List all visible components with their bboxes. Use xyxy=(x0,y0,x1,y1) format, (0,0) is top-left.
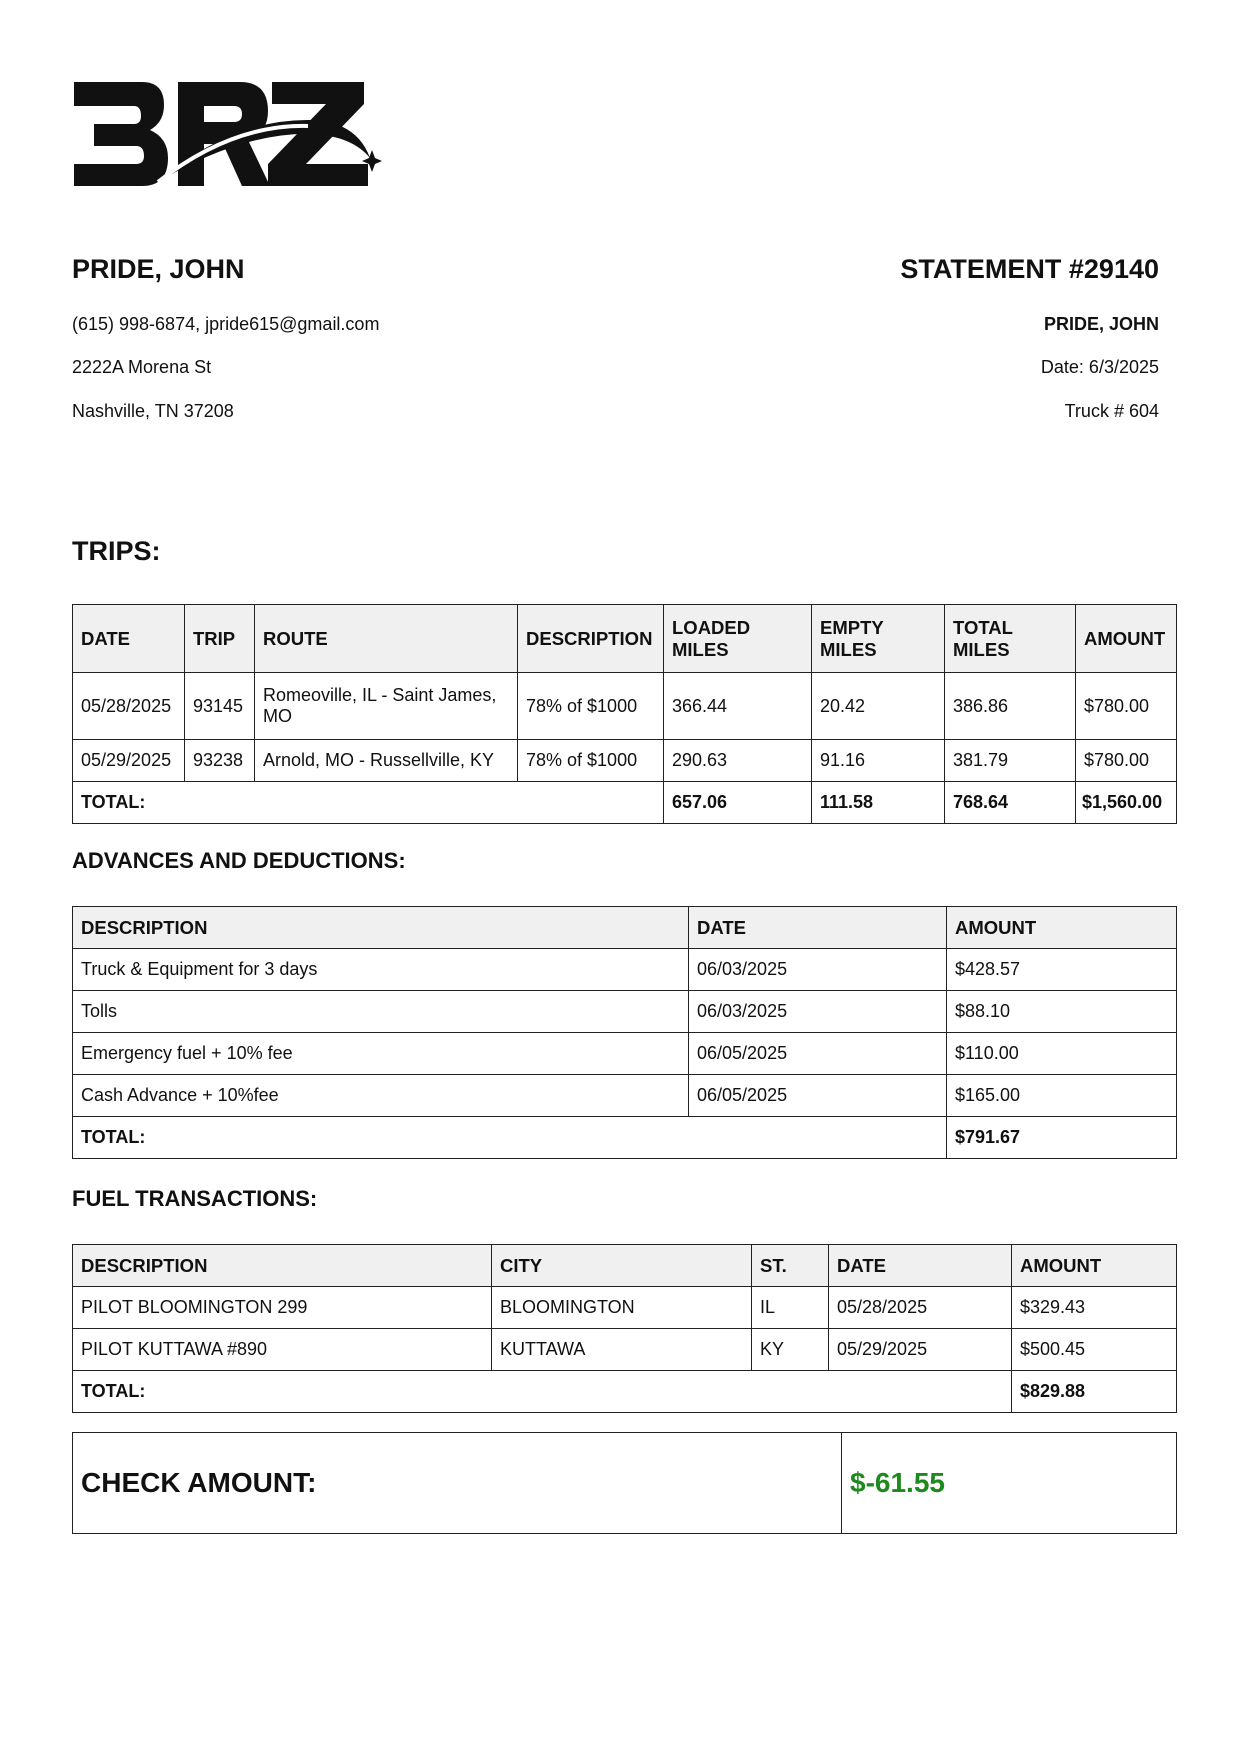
check-amount-box xyxy=(72,1432,1177,1534)
col-header: AMOUNT xyxy=(1012,1245,1177,1287)
check-amount-label: CHECK AMOUNT: xyxy=(73,1433,842,1534)
cell: $500.45 xyxy=(1012,1329,1177,1371)
cell: $780.00 xyxy=(1076,673,1177,740)
driver-address-line1: 2222A Morena St xyxy=(72,357,212,377)
cell: 05/29/2025 xyxy=(829,1329,1012,1371)
total-empty-miles: 111.58 xyxy=(812,782,945,824)
col-header: ST. xyxy=(752,1245,829,1287)
cell: BLOOMINGTON xyxy=(492,1287,752,1329)
statement-title: STATEMENT #29140 xyxy=(900,254,1159,284)
table-row xyxy=(73,1075,1177,1117)
cell: 93238 xyxy=(185,740,255,782)
table-row xyxy=(73,1287,1177,1329)
driver-address-line2: Nashville, TN 37208 xyxy=(72,401,234,421)
cell: 78% of $1000 xyxy=(518,740,664,782)
table-row xyxy=(73,949,1177,991)
col-header: TRIP xyxy=(185,605,255,673)
total-label: TOTAL: xyxy=(73,1371,1012,1413)
cell: $110.00 xyxy=(947,1033,1177,1075)
cell: 05/28/2025 xyxy=(73,673,185,740)
fuel-total-row xyxy=(73,1371,1177,1413)
col-header: AMOUNT xyxy=(947,907,1177,949)
cell: 06/05/2025 xyxy=(689,1033,947,1075)
cell: IL xyxy=(752,1287,829,1329)
trips-header-row xyxy=(73,605,1177,673)
cell: 06/03/2025 xyxy=(689,991,947,1033)
col-header: AMOUNT xyxy=(1076,605,1177,673)
table-row xyxy=(73,673,1177,740)
cell: Arnold, MO - Russellville, KY xyxy=(255,740,518,782)
total-label: TOTAL: xyxy=(73,782,664,824)
cell: Emergency fuel + 10% fee xyxy=(73,1033,689,1075)
table-row xyxy=(73,1033,1177,1075)
cell: PILOT KUTTAWA #890 xyxy=(73,1329,492,1371)
cell: 78% of $1000 xyxy=(518,673,664,740)
table-row xyxy=(73,740,1177,782)
cell: 20.42 xyxy=(812,673,945,740)
table-row xyxy=(73,991,1177,1033)
col-header: EMPTY MILES xyxy=(812,605,945,673)
cell: $329.43 xyxy=(1012,1287,1177,1329)
cell: $428.57 xyxy=(947,949,1177,991)
total-label: TOTAL: xyxy=(73,1117,947,1159)
col-header: CITY xyxy=(492,1245,752,1287)
fuel-header-row xyxy=(73,1245,1177,1287)
col-header: DATE xyxy=(829,1245,1012,1287)
check-amount-value: $-61.55 xyxy=(842,1433,1177,1534)
col-header: ROUTE xyxy=(255,605,518,673)
driver-contact: (615) 998-6874, jpride615@gmail.com xyxy=(72,314,380,334)
col-header: DESCRIPTION xyxy=(518,605,664,673)
truck-number: Truck # 604 xyxy=(1064,401,1159,421)
col-header: DATE xyxy=(73,605,185,673)
total-amount: $791.67 xyxy=(947,1117,1177,1159)
cell: 05/29/2025 xyxy=(73,740,185,782)
cell: 05/28/2025 xyxy=(829,1287,1012,1329)
fuel-title: FUEL TRANSACTIONS: xyxy=(72,1186,318,1211)
deductions-table xyxy=(72,906,1177,1159)
trips-total-row xyxy=(73,782,1177,824)
total-amount: $1,560.00 xyxy=(1076,782,1177,824)
col-header: DESCRIPTION xyxy=(73,1245,492,1287)
deductions-header-row xyxy=(73,907,1177,949)
col-header: DATE xyxy=(689,907,947,949)
cell: 91.16 xyxy=(812,740,945,782)
company-logo xyxy=(72,78,382,193)
table-row xyxy=(73,1329,1177,1371)
total-miles: 768.64 xyxy=(945,782,1076,824)
statement-date: Date: 6/3/2025 xyxy=(1040,357,1159,377)
deductions-title: ADVANCES AND DEDUCTIONS: xyxy=(72,848,406,873)
cell: 93145 xyxy=(185,673,255,740)
col-header: LOADED MILES xyxy=(664,605,812,673)
cell: PILOT BLOOMINGTON 299 xyxy=(73,1287,492,1329)
cell: 06/03/2025 xyxy=(689,949,947,991)
cell: 386.86 xyxy=(945,673,1076,740)
cell: Cash Advance + 10%fee xyxy=(73,1075,689,1117)
statement-driver-name: PRIDE, JOHN xyxy=(1043,314,1159,334)
cell: 06/05/2025 xyxy=(689,1075,947,1117)
fuel-table xyxy=(72,1244,1177,1413)
col-header: DESCRIPTION xyxy=(73,907,689,949)
cell: 290.63 xyxy=(664,740,812,782)
cell: $780.00 xyxy=(1076,740,1177,782)
col-header: TOTAL MILES xyxy=(945,605,1076,673)
cell: $165.00 xyxy=(947,1075,1177,1117)
deductions-total-row xyxy=(73,1117,1177,1159)
cell: Romeoville, IL - Saint James, MO xyxy=(255,673,518,740)
driver-name: PRIDE, JOHN xyxy=(72,254,245,284)
cell: $88.10 xyxy=(947,991,1177,1033)
trips-table xyxy=(72,604,1177,824)
cell: 366.44 xyxy=(664,673,812,740)
total-loaded-miles: 657.06 xyxy=(664,782,812,824)
cell: KY xyxy=(752,1329,829,1371)
cell: Truck & Equipment for 3 days xyxy=(73,949,689,991)
trips-title: TRIPS: xyxy=(72,536,161,566)
cell: KUTTAWA xyxy=(492,1329,752,1371)
cell: Tolls xyxy=(73,991,689,1033)
cell: 381.79 xyxy=(945,740,1076,782)
total-amount: $829.88 xyxy=(1012,1371,1177,1413)
